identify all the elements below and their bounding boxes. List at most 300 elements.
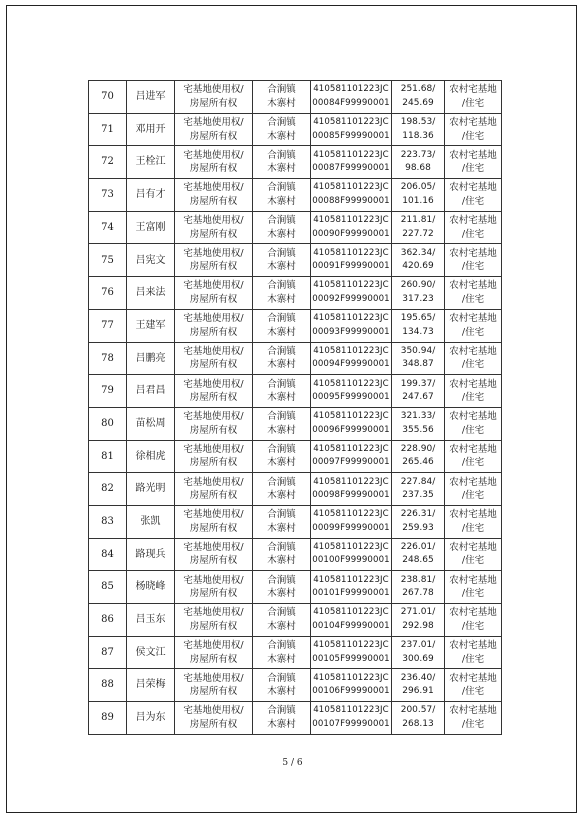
location-cell xyxy=(253,81,311,114)
area-values-line: 238.81/ xyxy=(400,574,436,585)
area-values-line: 237.35 xyxy=(402,490,434,501)
right-type-line: 房屋所有权 xyxy=(189,228,238,240)
area-values-line: 260.90/ xyxy=(400,280,436,291)
land-use-line: /住宅 xyxy=(461,718,485,730)
unit-code-line: 410581101223JC xyxy=(313,509,389,520)
unit-code-line: 00100F99990001 xyxy=(312,555,390,566)
page-number: 5 / 6 xyxy=(282,758,303,768)
row-number-cell: 77 xyxy=(89,309,127,342)
area-values-line: 226.31/ xyxy=(400,509,436,520)
unit-code-cell xyxy=(311,309,392,342)
area-values-line: 355.56 xyxy=(402,424,434,435)
owner-name-cell: 吕有才 xyxy=(127,179,175,212)
owner-name-cell: 吕鹏亮 xyxy=(127,342,175,375)
location-line: 木寨村 xyxy=(267,359,296,371)
land-use-line: 农村宅基地 xyxy=(449,443,497,455)
unit-code-line: 410581101223JC xyxy=(313,378,389,389)
land-use-line: /住宅 xyxy=(461,261,485,273)
location-line: 木寨村 xyxy=(267,588,296,600)
location-line: 木寨村 xyxy=(267,97,296,109)
area-values-line: 267.78 xyxy=(402,588,434,599)
right-type-line: 房屋所有权 xyxy=(189,392,238,404)
right-type-cell xyxy=(175,669,253,702)
area-values-cell xyxy=(392,669,445,702)
owner-name-cell: 吕进军 xyxy=(127,81,175,114)
land-use-line: 农村宅基地 xyxy=(449,509,497,521)
location-line: 木寨村 xyxy=(267,686,296,698)
row-number-cell: 89 xyxy=(89,702,127,735)
area-values-line: 195.65/ xyxy=(400,313,436,324)
land-use-line: /住宅 xyxy=(461,490,485,502)
land-use-line: /住宅 xyxy=(461,163,485,175)
right-type-line: 宅基地使用权/ xyxy=(183,345,244,357)
land-use-line: /住宅 xyxy=(461,97,485,109)
unit-code-line: 410581101223JC xyxy=(313,345,389,356)
location-cell xyxy=(253,113,311,146)
location-line: 合涧镇 xyxy=(267,476,296,488)
unit-code-line: 00099F99990001 xyxy=(312,522,390,533)
unit-code-cell xyxy=(311,375,392,408)
area-values-cell xyxy=(392,505,445,538)
right-type-line: 宅基地使用权/ xyxy=(183,149,244,161)
row-number-cell: 70 xyxy=(89,81,127,114)
unit-code-cell xyxy=(311,440,392,473)
area-values-cell xyxy=(392,702,445,735)
right-type-cell xyxy=(175,702,253,735)
unit-code-cell xyxy=(311,702,392,735)
unit-code-line: 410581101223JC xyxy=(313,149,389,160)
location-line: 合涧镇 xyxy=(267,640,296,652)
table-row xyxy=(89,309,502,342)
right-type-cell xyxy=(175,407,253,440)
location-line: 合涧镇 xyxy=(267,509,296,521)
area-values-line: 248.65 xyxy=(402,555,434,566)
unit-code-cell xyxy=(311,669,392,702)
row-number-cell: 87 xyxy=(89,636,127,669)
row-number-cell: 81 xyxy=(89,440,127,473)
land-use-cell xyxy=(445,81,502,114)
area-values-cell xyxy=(392,375,445,408)
area-values-line: 362.34/ xyxy=(400,247,436,258)
land-use-line: 农村宅基地 xyxy=(449,378,497,390)
owner-name-cell: 吕宪文 xyxy=(127,244,175,277)
right-type-line: 房屋所有权 xyxy=(189,490,238,502)
row-number-cell: 78 xyxy=(89,342,127,375)
area-values-cell xyxy=(392,636,445,669)
location-cell xyxy=(253,571,311,604)
area-values-cell xyxy=(392,113,445,146)
area-values-cell xyxy=(392,309,445,342)
unit-code-cell xyxy=(311,571,392,604)
land-use-line: 农村宅基地 xyxy=(449,411,497,423)
land-use-cell xyxy=(445,604,502,637)
owner-name-cell: 侯文江 xyxy=(127,636,175,669)
right-type-line: 宅基地使用权/ xyxy=(183,182,244,194)
location-line: 合涧镇 xyxy=(267,313,296,325)
area-values-line: 300.69 xyxy=(402,653,434,664)
location-line: 木寨村 xyxy=(267,228,296,240)
right-type-line: 房屋所有权 xyxy=(189,457,238,469)
land-use-line: 农村宅基地 xyxy=(449,117,497,129)
owner-name-cell: 吕玉东 xyxy=(127,604,175,637)
right-type-line: 房屋所有权 xyxy=(189,620,238,632)
area-values-line: 321.33/ xyxy=(400,411,436,422)
area-values-line: 228.90/ xyxy=(400,443,436,454)
table-row xyxy=(89,277,502,310)
location-cell xyxy=(253,407,311,440)
right-type-line: 宅基地使用权/ xyxy=(183,117,244,129)
area-values-cell xyxy=(392,244,445,277)
location-cell xyxy=(253,244,311,277)
location-line: 合涧镇 xyxy=(267,705,296,717)
area-values-cell xyxy=(392,407,445,440)
owner-name-cell: 邓用开 xyxy=(127,113,175,146)
land-use-line: /住宅 xyxy=(461,424,485,436)
area-values-line: 268.13 xyxy=(402,718,434,729)
location-cell xyxy=(253,309,311,342)
right-type-line: 房屋所有权 xyxy=(189,522,238,534)
area-values-line: 199.37/ xyxy=(400,378,436,389)
row-number-cell: 84 xyxy=(89,538,127,571)
land-use-line: /住宅 xyxy=(461,130,485,142)
unit-code-line: 410581101223JC xyxy=(313,640,389,651)
unit-code-line: 00095F99990001 xyxy=(312,392,390,403)
land-use-line: 农村宅基地 xyxy=(449,705,497,717)
unit-code-cell xyxy=(311,505,392,538)
land-use-cell xyxy=(445,113,502,146)
area-values-line: 236.40/ xyxy=(400,672,436,683)
owner-name-cell: 徐相虎 xyxy=(127,440,175,473)
land-use-cell xyxy=(445,702,502,735)
row-number-cell: 72 xyxy=(89,146,127,179)
right-type-line: 宅基地使用权/ xyxy=(183,574,244,586)
owner-name-cell: 路现兵 xyxy=(127,538,175,571)
unit-code-line: 410581101223JC xyxy=(313,443,389,454)
right-type-cell xyxy=(175,342,253,375)
area-values-line: 227.72 xyxy=(402,228,434,239)
unit-code-line: 410581101223JC xyxy=(313,247,389,258)
land-use-cell xyxy=(445,440,502,473)
unit-code-line: 410581101223JC xyxy=(313,476,389,487)
right-type-cell xyxy=(175,505,253,538)
table-row xyxy=(89,538,502,571)
right-type-cell xyxy=(175,179,253,212)
right-type-line: 房屋所有权 xyxy=(189,653,238,665)
area-values-line: 259.93 xyxy=(402,522,434,533)
land-use-line: 农村宅基地 xyxy=(449,541,497,553)
unit-code-cell xyxy=(311,211,392,244)
table-row xyxy=(89,146,502,179)
area-values-cell xyxy=(392,473,445,506)
location-line: 木寨村 xyxy=(267,653,296,665)
location-cell xyxy=(253,669,311,702)
row-number-cell: 79 xyxy=(89,375,127,408)
location-line: 木寨村 xyxy=(267,293,296,305)
area-values-cell xyxy=(392,538,445,571)
land-use-cell xyxy=(445,342,502,375)
right-type-line: 宅基地使用权/ xyxy=(183,640,244,652)
location-cell xyxy=(253,146,311,179)
land-use-line: /住宅 xyxy=(461,228,485,240)
right-type-line: 房屋所有权 xyxy=(189,718,238,730)
row-number-cell: 88 xyxy=(89,669,127,702)
table-row xyxy=(89,81,502,114)
row-number-cell: 71 xyxy=(89,113,127,146)
unit-code-line: 410581101223JC xyxy=(313,574,389,585)
right-type-cell xyxy=(175,636,253,669)
land-use-line: 农村宅基地 xyxy=(449,247,497,259)
unit-code-line: 410581101223JC xyxy=(313,411,389,422)
right-type-cell xyxy=(175,538,253,571)
owner-name-cell: 苗松周 xyxy=(127,407,175,440)
location-line: 木寨村 xyxy=(267,261,296,273)
location-line: 木寨村 xyxy=(267,620,296,632)
unit-code-cell xyxy=(311,277,392,310)
area-values-line: 292.98 xyxy=(402,620,434,631)
unit-code-line: 00092F99990001 xyxy=(312,293,390,304)
land-use-cell xyxy=(445,211,502,244)
row-number-cell: 83 xyxy=(89,505,127,538)
land-use-line: 农村宅基地 xyxy=(449,345,497,357)
area-values-cell xyxy=(392,211,445,244)
location-cell xyxy=(253,277,311,310)
land-use-line: /住宅 xyxy=(461,326,485,338)
unit-code-line: 410581101223JC xyxy=(313,541,389,552)
location-line: 合涧镇 xyxy=(267,215,296,227)
land-use-line: /住宅 xyxy=(461,620,485,632)
table-row xyxy=(89,407,502,440)
land-use-line: /住宅 xyxy=(461,522,485,534)
row-number-cell: 73 xyxy=(89,179,127,212)
land-use-line: 农村宅基地 xyxy=(449,84,497,96)
unit-code-line: 410581101223JC xyxy=(313,607,389,618)
right-type-line: 房屋所有权 xyxy=(189,588,238,600)
right-type-line: 房屋所有权 xyxy=(189,97,238,109)
unit-code-line: 00087F99990001 xyxy=(312,163,390,174)
land-use-line: 农村宅基地 xyxy=(449,574,497,586)
unit-code-cell xyxy=(311,179,392,212)
owner-name-cell: 王富刚 xyxy=(127,211,175,244)
area-values-line: 317.23 xyxy=(402,293,434,304)
unit-code-line: 00084F99990001 xyxy=(312,97,390,108)
unit-code-cell xyxy=(311,244,392,277)
area-values-line: 348.87 xyxy=(402,359,434,370)
location-line: 合涧镇 xyxy=(267,672,296,684)
location-line: 木寨村 xyxy=(267,424,296,436)
land-use-cell xyxy=(445,571,502,604)
area-values-cell xyxy=(392,277,445,310)
table-row xyxy=(89,211,502,244)
right-type-line: 房屋所有权 xyxy=(189,130,238,142)
right-type-line: 宅基地使用权/ xyxy=(183,411,244,423)
land-use-cell xyxy=(445,473,502,506)
land-use-cell xyxy=(445,244,502,277)
table-row xyxy=(89,702,502,735)
right-type-cell xyxy=(175,211,253,244)
right-type-line: 宅基地使用权/ xyxy=(183,672,244,684)
land-use-cell xyxy=(445,375,502,408)
land-use-cell xyxy=(445,669,502,702)
location-cell xyxy=(253,505,311,538)
table-row xyxy=(89,244,502,277)
right-type-cell xyxy=(175,277,253,310)
location-line: 木寨村 xyxy=(267,326,296,338)
area-values-line: 245.69 xyxy=(402,97,434,108)
area-values-line: 350.94/ xyxy=(400,345,436,356)
location-line: 木寨村 xyxy=(267,195,296,207)
unit-code-line: 00106F99990001 xyxy=(312,686,390,697)
right-type-cell xyxy=(175,309,253,342)
area-values-line: 98.68 xyxy=(405,163,431,174)
right-type-line: 宅基地使用权/ xyxy=(183,313,244,325)
land-use-line: /住宅 xyxy=(461,653,485,665)
unit-code-cell xyxy=(311,146,392,179)
area-values-line: 251.68/ xyxy=(400,84,436,95)
unit-code-cell xyxy=(311,113,392,146)
land-use-line: /住宅 xyxy=(461,392,485,404)
location-cell xyxy=(253,604,311,637)
land-use-cell xyxy=(445,407,502,440)
table-row xyxy=(89,375,502,408)
unit-code-line: 00096F99990001 xyxy=(312,424,390,435)
owner-name-cell: 张凯 xyxy=(127,505,175,538)
land-use-line: /住宅 xyxy=(461,359,485,371)
unit-code-line: 00104F99990001 xyxy=(312,620,390,631)
row-number-cell: 82 xyxy=(89,473,127,506)
location-line: 合涧镇 xyxy=(267,280,296,292)
area-values-line: 227.84/ xyxy=(400,476,436,487)
area-values-cell xyxy=(392,571,445,604)
right-type-line: 房屋所有权 xyxy=(189,163,238,175)
location-line: 合涧镇 xyxy=(267,84,296,96)
unit-code-line: 00094F99990001 xyxy=(312,359,390,370)
right-type-line: 宅基地使用权/ xyxy=(183,280,244,292)
location-line: 合涧镇 xyxy=(267,149,296,161)
unit-code-line: 410581101223JC xyxy=(313,705,389,716)
unit-code-line: 00107F99990001 xyxy=(312,718,390,729)
unit-code-line: 410581101223JC xyxy=(313,280,389,291)
unit-code-line: 00085F99990001 xyxy=(312,130,390,141)
area-values-line: 198.53/ xyxy=(400,117,436,128)
table-row xyxy=(89,636,502,669)
right-type-line: 房屋所有权 xyxy=(189,261,238,273)
area-values-line: 237.01/ xyxy=(400,640,436,651)
table-row xyxy=(89,669,502,702)
right-type-line: 房屋所有权 xyxy=(189,359,238,371)
location-line: 合涧镇 xyxy=(267,541,296,553)
unit-code-cell xyxy=(311,473,392,506)
location-line: 木寨村 xyxy=(267,130,296,142)
table-row xyxy=(89,473,502,506)
right-type-cell xyxy=(175,113,253,146)
unit-code-line: 410581101223JC xyxy=(313,182,389,193)
right-type-line: 房屋所有权 xyxy=(189,424,238,436)
area-values-cell xyxy=(392,179,445,212)
land-use-cell xyxy=(445,505,502,538)
right-type-cell xyxy=(175,146,253,179)
right-type-line: 宅基地使用权/ xyxy=(183,443,244,455)
unit-code-line: 00101F99990001 xyxy=(312,588,390,599)
right-type-line: 房屋所有权 xyxy=(189,326,238,338)
owner-name-cell: 吕荣梅 xyxy=(127,669,175,702)
land-use-line: 农村宅基地 xyxy=(449,182,497,194)
area-values-line: 271.01/ xyxy=(400,607,436,618)
unit-code-line: 410581101223JC xyxy=(313,215,389,226)
land-use-cell xyxy=(445,636,502,669)
location-line: 木寨村 xyxy=(267,718,296,730)
location-cell xyxy=(253,702,311,735)
location-line: 木寨村 xyxy=(267,163,296,175)
owner-name-cell: 杨晓峰 xyxy=(127,571,175,604)
right-type-line: 宅基地使用权/ xyxy=(183,215,244,227)
unit-code-line: 410581101223JC xyxy=(313,672,389,683)
owner-name-cell: 吕来法 xyxy=(127,277,175,310)
area-values-line: 223.73/ xyxy=(400,149,436,160)
right-type-cell xyxy=(175,81,253,114)
table-body xyxy=(89,81,502,735)
area-values-line: 134.73 xyxy=(402,326,434,337)
table-row xyxy=(89,179,502,212)
unit-code-line: 00091F99990001 xyxy=(312,261,390,272)
location-line: 合涧镇 xyxy=(267,345,296,357)
location-line: 木寨村 xyxy=(267,392,296,404)
right-type-line: 宅基地使用权/ xyxy=(183,509,244,521)
land-use-cell xyxy=(445,146,502,179)
right-type-cell xyxy=(175,473,253,506)
row-number-cell: 86 xyxy=(89,604,127,637)
land-use-line: /住宅 xyxy=(461,195,485,207)
location-line: 合涧镇 xyxy=(267,443,296,455)
unit-code-line: 410581101223JC xyxy=(313,117,389,128)
land-use-line: /住宅 xyxy=(461,588,485,600)
table-row xyxy=(89,342,502,375)
row-number-cell: 74 xyxy=(89,211,127,244)
area-values-line: 206.05/ xyxy=(400,182,436,193)
location-line: 木寨村 xyxy=(267,490,296,502)
unit-code-cell xyxy=(311,407,392,440)
right-type-line: 房屋所有权 xyxy=(189,555,238,567)
right-type-line: 宅基地使用权/ xyxy=(183,476,244,488)
right-type-line: 宅基地使用权/ xyxy=(183,607,244,619)
owner-name-cell: 王建军 xyxy=(127,309,175,342)
area-values-cell xyxy=(392,440,445,473)
location-cell xyxy=(253,636,311,669)
land-use-line: /住宅 xyxy=(461,555,485,567)
location-cell xyxy=(253,538,311,571)
land-use-line: /住宅 xyxy=(461,686,485,698)
right-type-cell xyxy=(175,604,253,637)
right-type-cell xyxy=(175,571,253,604)
owner-name-cell: 王栓江 xyxy=(127,146,175,179)
area-values-line: 101.16 xyxy=(402,195,434,206)
owner-name-cell: 吕君昌 xyxy=(127,375,175,408)
area-values-line: 265.46 xyxy=(402,457,434,468)
unit-code-cell xyxy=(311,81,392,114)
land-use-line: 农村宅基地 xyxy=(449,149,497,161)
table-row xyxy=(89,440,502,473)
area-values-line: 211.81/ xyxy=(400,215,436,226)
location-line: 木寨村 xyxy=(267,457,296,469)
land-use-line: 农村宅基地 xyxy=(449,280,497,292)
row-number-cell: 75 xyxy=(89,244,127,277)
land-use-line: /住宅 xyxy=(461,293,485,305)
table-row xyxy=(89,604,502,637)
location-cell xyxy=(253,179,311,212)
land-use-line: 农村宅基地 xyxy=(449,215,497,227)
right-type-line: 宅基地使用权/ xyxy=(183,378,244,390)
area-values-cell xyxy=(392,146,445,179)
land-use-cell xyxy=(445,277,502,310)
